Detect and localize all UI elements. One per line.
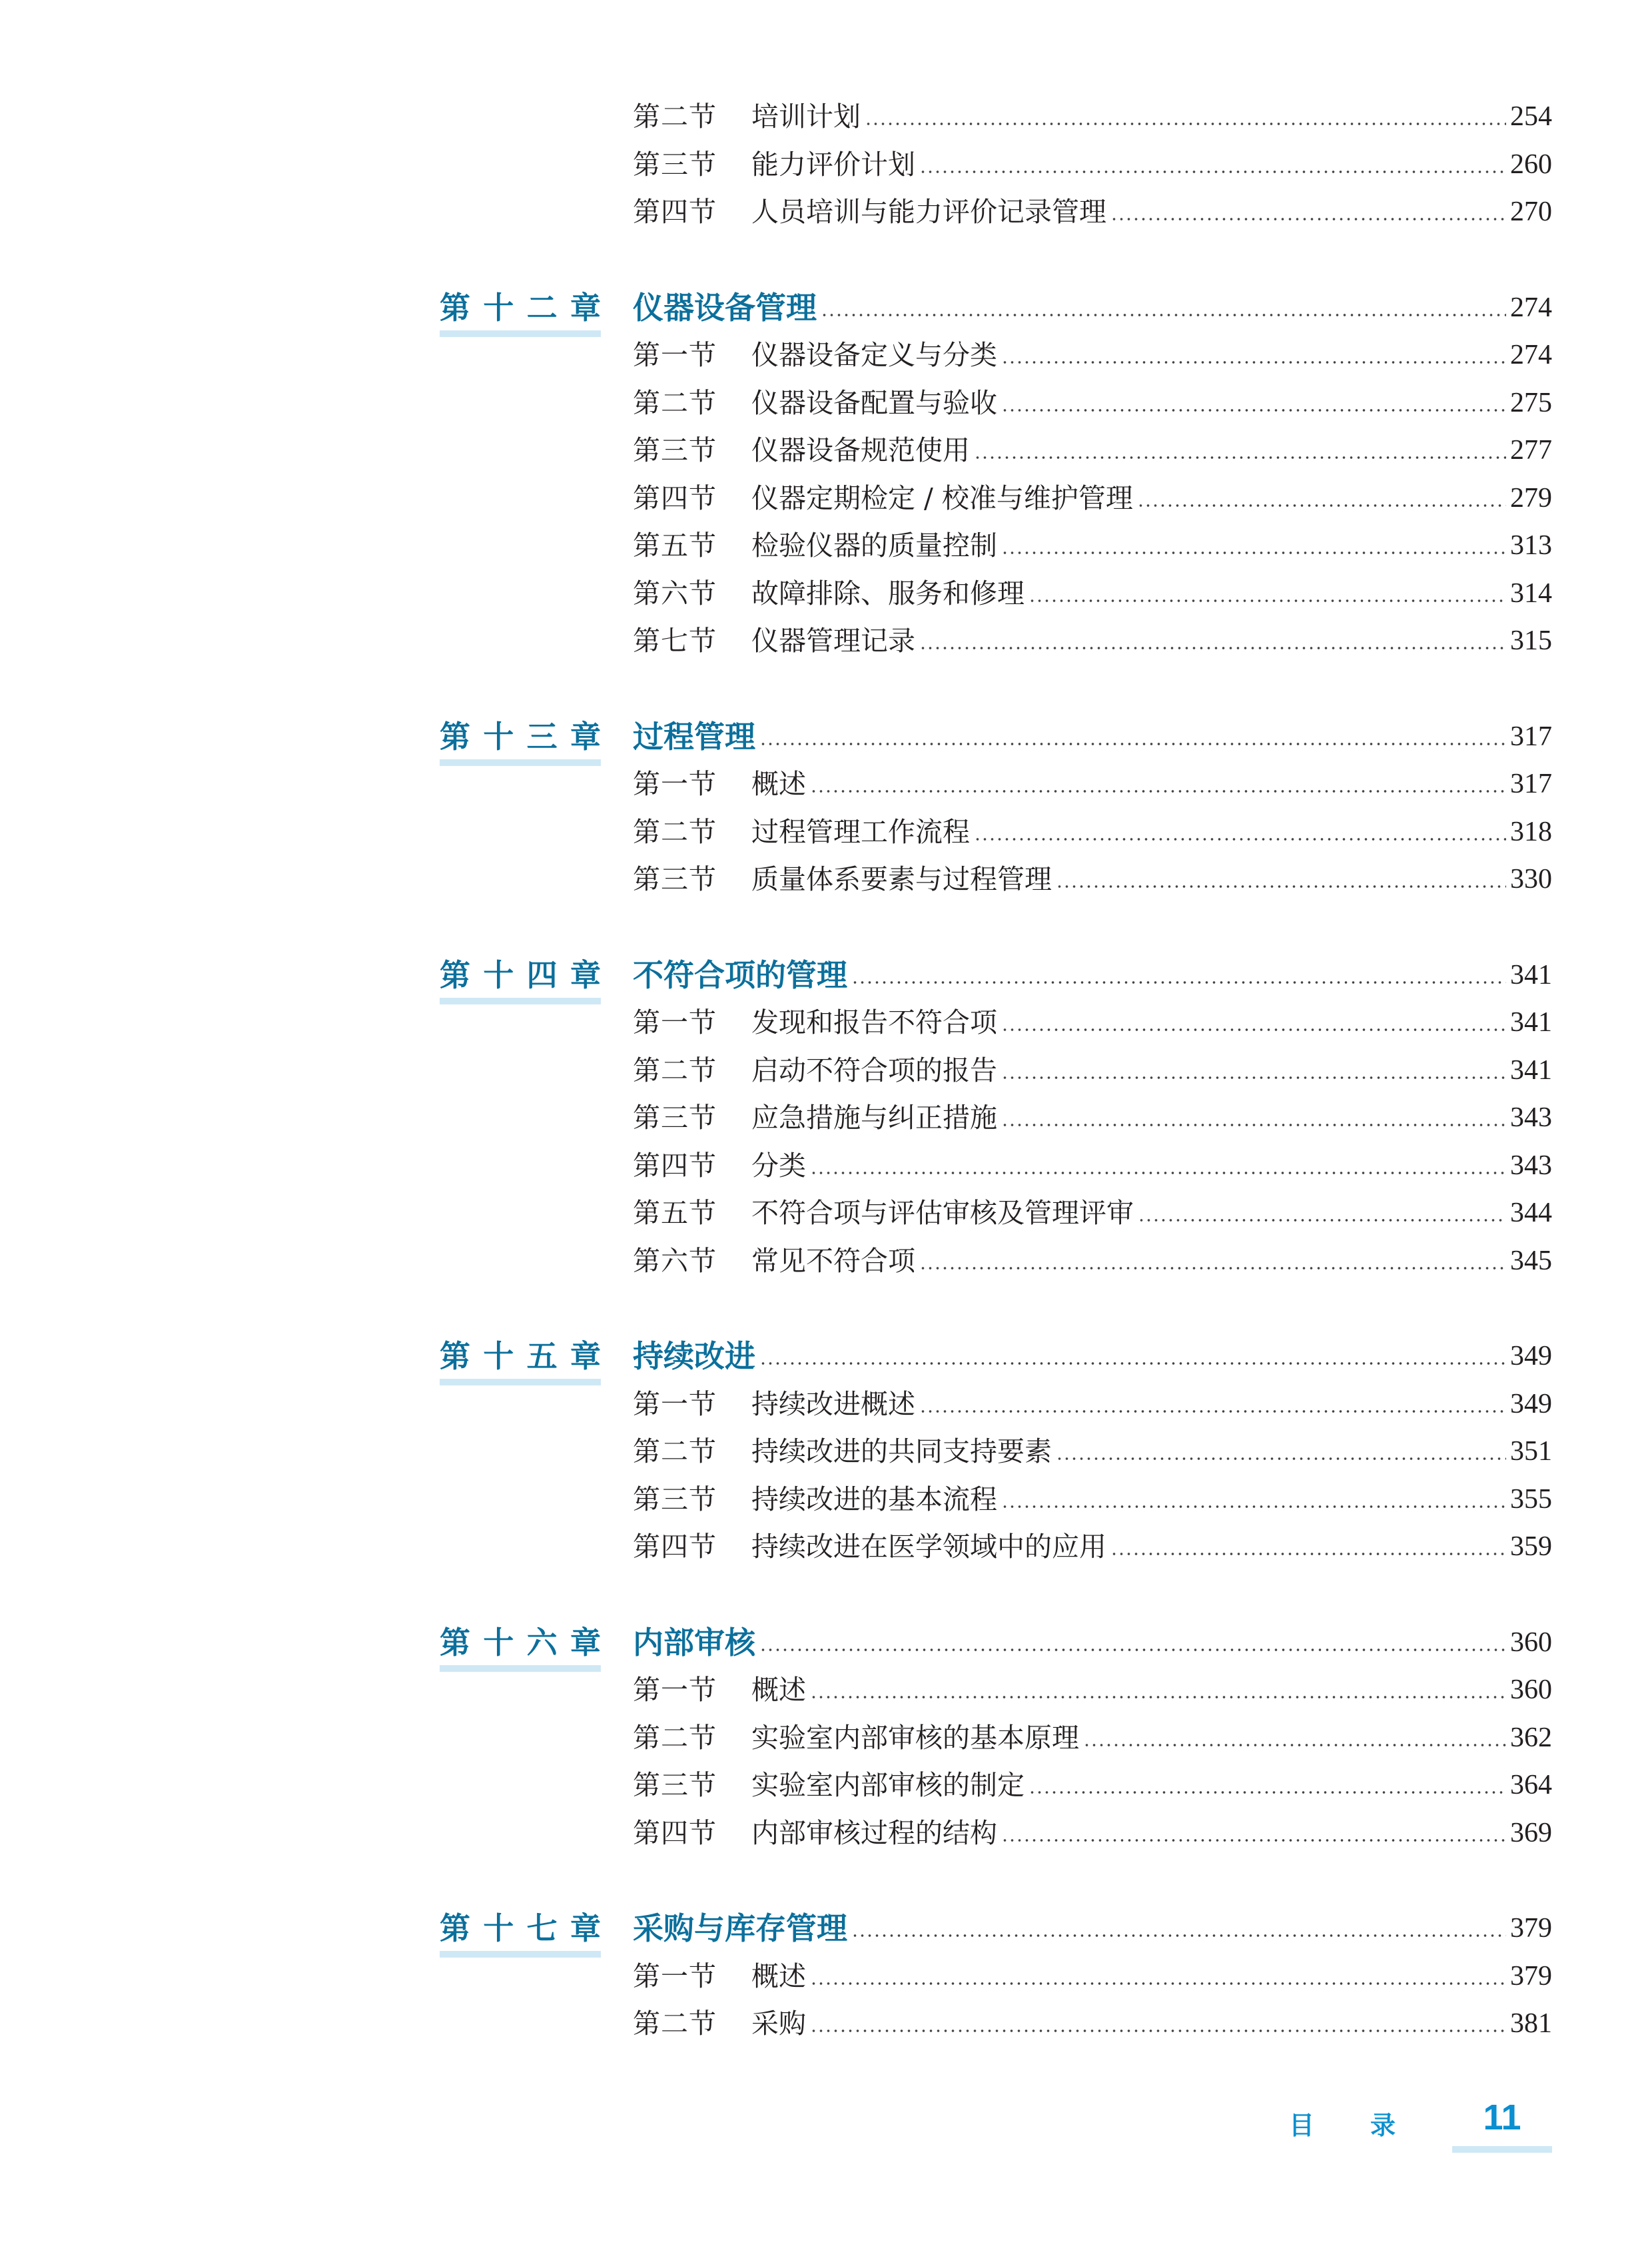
entry-page-number: 379	[1510, 1913, 1552, 1944]
entry-page-number: 349	[1510, 1388, 1552, 1419]
section-number: 第二节	[633, 101, 717, 133]
dot-leader	[1029, 599, 1506, 602]
section-number: 第四节	[633, 1149, 717, 1182]
section-title: 检验仪器的质量控制	[751, 530, 997, 561]
dot-leader	[851, 1934, 1506, 1937]
section-number: 第三节	[633, 1102, 717, 1134]
section-title: 采购	[751, 2008, 806, 2040]
dot-leader	[1001, 1505, 1506, 1508]
dot-leader	[810, 1696, 1506, 1698]
dot-leader	[1001, 552, 1506, 554]
section-title: 人员培训与能力评价记录管理	[751, 196, 1106, 228]
section-title: 仪器设备配置与验收	[751, 386, 997, 419]
section-number: 第六节	[633, 1244, 717, 1277]
section-title: 持续改进的共同支持要素	[751, 1435, 1052, 1467]
chapter-number-char: 第	[440, 1910, 470, 1946]
section-title: 过程管理工作流程	[751, 815, 970, 848]
chapter-number-char: 章	[570, 718, 601, 755]
section-title: 启动不符合项的报告	[751, 1054, 997, 1086]
section-number: 第二节	[633, 386, 717, 419]
section-title: 仪器管理记录	[751, 625, 915, 657]
chapter-number-char: 四	[526, 956, 558, 993]
entry-page-number: 360	[1510, 1675, 1552, 1705]
section-number: 第三节	[633, 1769, 717, 1801]
section-title: 仪器设备定义与分类	[751, 339, 997, 371]
dot-leader	[1138, 1219, 1506, 1222]
section-number: 第六节	[633, 577, 717, 609]
section-title: 概述	[751, 1960, 806, 1992]
chapter-title: 仪器设备管理	[633, 289, 817, 326]
section-title: 培训计划	[751, 101, 861, 133]
section-title: 质量体系要素与过程管理	[751, 863, 1052, 895]
entry-page-number: 314	[1510, 577, 1552, 609]
section-title: 不符合项与评估审核及管理评审	[751, 1197, 1134, 1229]
section-title: 应急措施与纠正措施	[751, 1102, 997, 1134]
section-number: 第五节	[633, 530, 717, 561]
chapter-title: 持续改进	[633, 1338, 755, 1374]
page-number-underline	[1452, 2146, 1552, 2153]
dot-leader	[919, 1267, 1506, 1270]
section-entry[interactable]	[633, 1718, 1552, 1758]
section-entry[interactable]	[633, 859, 1552, 899]
dot-leader	[1110, 1553, 1506, 1555]
entry-page-number: 360	[1510, 1627, 1552, 1658]
entry-page-number: 345	[1510, 1245, 1552, 1276]
entry-page-number: 344	[1510, 1198, 1552, 1228]
section-entry[interactable]	[633, 1479, 1552, 1519]
dot-leader	[1001, 1839, 1506, 1842]
section-number: 第四节	[633, 482, 717, 514]
section-entry[interactable]	[633, 1002, 1552, 1042]
section-number: 第一节	[633, 1006, 717, 1038]
entry-page-number: 362	[1510, 1722, 1552, 1753]
chapter-number-char: 章	[570, 956, 601, 993]
section-entry[interactable]	[633, 1813, 1552, 1853]
chapter-underline	[440, 998, 601, 1004]
dot-leader	[810, 1982, 1506, 1985]
chapter-entry[interactable]	[633, 1336, 1552, 1376]
entry-page-number: 313	[1510, 530, 1552, 561]
chapter-number-char: 五	[526, 1338, 558, 1374]
section-entry[interactable]	[633, 1527, 1552, 1567]
entry-page-number: 317	[1510, 769, 1552, 799]
section-entry[interactable]	[633, 1193, 1552, 1233]
entry-page-number: 317	[1510, 721, 1552, 752]
section-title: 持续改进的基本流程	[751, 1483, 997, 1515]
section-entry[interactable]	[633, 1670, 1552, 1710]
section-title: 仪器定期检定 / 校准与维护管理	[751, 482, 1133, 514]
dot-leader	[1001, 1028, 1506, 1031]
dot-leader	[1056, 1457, 1506, 1460]
chapter-number-char: 六	[526, 1624, 558, 1661]
entry-page-number: 274	[1510, 292, 1552, 323]
dot-leader	[974, 838, 1506, 841]
section-number: 第三节	[633, 863, 717, 895]
dot-leader	[1137, 504, 1506, 507]
entry-page-number: 260	[1510, 149, 1552, 180]
entry-page-number: 364	[1510, 1770, 1552, 1800]
entry-page-number: 355	[1510, 1483, 1552, 1515]
chapter-title: 采购与库存管理	[633, 1910, 847, 1946]
chapter-title: 不符合项的管理	[633, 956, 847, 993]
section-title: 常见不符合项	[751, 1244, 915, 1277]
chapter-entry[interactable]	[633, 717, 1552, 757]
dot-leader	[821, 314, 1506, 316]
section-number: 第二节	[633, 1435, 717, 1467]
entry-page-number: 341	[1510, 959, 1552, 990]
section-number: 第五节	[633, 1197, 717, 1229]
section-entry[interactable]	[633, 1098, 1552, 1138]
chapter-number	[440, 1623, 606, 1663]
section-number: 第四节	[633, 1531, 717, 1563]
dot-leader	[759, 743, 1506, 745]
chapter-number-char: 三	[526, 718, 558, 755]
footer-label-char: 目	[1289, 2111, 1315, 2140]
section-title: 分类	[751, 1149, 806, 1182]
section-title: 内部审核过程的结构	[751, 1816, 997, 1849]
chapter-number-char: 章	[570, 1338, 601, 1374]
dot-leader	[759, 1362, 1506, 1365]
footer-section-label	[1289, 2105, 1396, 2141]
section-entry[interactable]	[633, 764, 1552, 804]
chapter-number-char: 章	[570, 1624, 601, 1661]
section-entry[interactable]	[633, 335, 1552, 375]
dot-leader	[1001, 409, 1506, 412]
section-entry[interactable]	[633, 812, 1552, 852]
section-title: 持续改进在医学领域中的应用	[751, 1531, 1106, 1563]
section-number: 第七节	[633, 625, 717, 657]
dot-leader	[1083, 1744, 1506, 1746]
dot-leader	[919, 171, 1506, 173]
entry-page-number: 379	[1510, 1960, 1552, 1992]
section-number: 第一节	[633, 768, 717, 800]
entry-page-number: 330	[1510, 864, 1552, 895]
chapter-number-char: 十	[483, 1338, 514, 1374]
dot-leader	[865, 123, 1506, 125]
section-title: 能力评价计划	[751, 148, 915, 181]
entry-page-number: 343	[1510, 1102, 1552, 1133]
chapter-underline	[440, 1379, 601, 1385]
chapter-title: 内部审核	[633, 1624, 755, 1661]
entry-page-number: 270	[1510, 196, 1552, 227]
section-entry[interactable]	[633, 192, 1552, 232]
chapter-number-char: 十	[483, 956, 514, 993]
section-number: 第三节	[633, 148, 717, 181]
section-title: 持续改进概述	[751, 1387, 915, 1420]
section-entry[interactable]	[633, 573, 1552, 613]
section-title: 实验室内部审核的基本原理	[751, 1721, 1079, 1754]
chapter-number-char: 章	[570, 289, 601, 326]
chapter-number-char: 十	[483, 718, 514, 755]
section-number: 第二节	[633, 2008, 717, 2040]
chapter-title: 过程管理	[633, 718, 755, 755]
section-entry[interactable]	[633, 1050, 1552, 1090]
chapter-number-char: 十	[483, 1910, 514, 1946]
section-number: 第一节	[633, 339, 717, 371]
dot-leader	[1001, 1076, 1506, 1079]
section-number: 第三节	[633, 434, 717, 466]
chapter-number-char: 章	[570, 1910, 601, 1946]
entry-page-number: 277	[1510, 435, 1552, 466]
section-entry[interactable]	[633, 1384, 1552, 1424]
chapter-number-char: 第	[440, 956, 470, 993]
page-number: 11	[1483, 2097, 1521, 2137]
section-number: 第二节	[633, 1054, 717, 1086]
entry-page-number: 318	[1510, 816, 1552, 847]
entry-page-number: 315	[1510, 625, 1552, 656]
section-title: 概述	[751, 768, 806, 800]
entry-page-number: 254	[1510, 101, 1552, 132]
dot-leader	[974, 456, 1506, 459]
section-number: 第三节	[633, 1483, 717, 1515]
section-number: 第四节	[633, 196, 717, 228]
section-entry[interactable]	[633, 1431, 1552, 1471]
chapter-number	[440, 1908, 606, 1948]
section-entry[interactable]	[633, 478, 1552, 518]
dot-leader	[1001, 1124, 1506, 1126]
chapter-underline	[440, 1665, 601, 1672]
chapter-number	[440, 955, 606, 995]
section-number: 第一节	[633, 1674, 717, 1706]
section-number: 第一节	[633, 1387, 717, 1420]
chapter-number	[440, 288, 606, 328]
chapter-number-char: 二	[526, 289, 558, 326]
section-entry[interactable]	[633, 383, 1552, 423]
footer-label-char: 录	[1370, 2111, 1396, 2140]
entry-page-number: 343	[1510, 1150, 1552, 1181]
chapter-number	[440, 1336, 606, 1376]
section-number: 第一节	[633, 1960, 717, 1992]
entry-page-number: 341	[1510, 1054, 1552, 1086]
chapter-number-char: 十	[483, 1624, 514, 1661]
section-title: 故障排除、服务和修理	[751, 577, 1025, 609]
section-title: 发现和报告不符合项	[751, 1006, 997, 1038]
entry-page-number: 369	[1510, 1817, 1552, 1848]
section-entry[interactable]	[633, 1241, 1552, 1281]
section-entry[interactable]	[633, 1765, 1552, 1805]
chapter-number-char: 第	[440, 289, 470, 326]
dot-leader	[1056, 885, 1506, 888]
section-entry[interactable]	[633, 97, 1552, 137]
section-title: 实验室内部审核的制定	[751, 1769, 1025, 1801]
section-number: 第二节	[633, 815, 717, 848]
section-title: 仪器设备规范使用	[751, 434, 970, 466]
chapter-entry[interactable]	[633, 1908, 1552, 1948]
section-entry[interactable]	[633, 430, 1552, 470]
chapter-number-char: 第	[440, 1338, 470, 1374]
chapter-underline	[440, 1951, 601, 1958]
dot-leader	[919, 1410, 1506, 1413]
dot-leader	[810, 1172, 1506, 1174]
chapter-entry[interactable]	[633, 955, 1552, 995]
chapter-number-char: 七	[526, 1910, 558, 1946]
entry-page-number: 274	[1510, 340, 1552, 370]
section-entry[interactable]	[633, 145, 1552, 185]
chapter-number-char: 第	[440, 718, 470, 755]
dot-leader	[1110, 218, 1506, 220]
chapter-number	[440, 717, 606, 757]
section-entry[interactable]	[633, 526, 1552, 565]
chapter-number-char: 十	[483, 289, 514, 326]
entry-page-number: 279	[1510, 482, 1552, 514]
entry-page-number: 381	[1510, 2008, 1552, 2039]
section-entry[interactable]	[633, 1956, 1552, 1996]
entry-page-number: 349	[1510, 1341, 1552, 1371]
chapter-entry[interactable]	[633, 288, 1552, 328]
section-entry[interactable]	[633, 2004, 1552, 2044]
section-entry[interactable]	[633, 1146, 1552, 1186]
chapter-underline	[440, 759, 601, 766]
dot-leader	[1001, 361, 1506, 364]
section-number: 第四节	[633, 1816, 717, 1849]
entry-page-number: 275	[1510, 387, 1552, 418]
dot-leader	[810, 2030, 1506, 2032]
section-entry[interactable]	[633, 621, 1552, 661]
section-title: 概述	[751, 1674, 806, 1706]
entry-page-number: 351	[1510, 1436, 1552, 1467]
chapter-underline	[440, 330, 601, 337]
dot-leader	[759, 1649, 1506, 1651]
entry-page-number: 359	[1510, 1531, 1552, 1562]
section-number: 第二节	[633, 1721, 717, 1754]
dot-leader	[919, 647, 1506, 649]
chapter-entry[interactable]	[633, 1623, 1552, 1663]
dot-leader	[810, 790, 1506, 793]
dot-leader	[1029, 1791, 1506, 1794]
entry-page-number: 341	[1510, 1007, 1552, 1038]
chapter-number-char: 第	[440, 1624, 470, 1661]
dot-leader	[851, 981, 1506, 984]
